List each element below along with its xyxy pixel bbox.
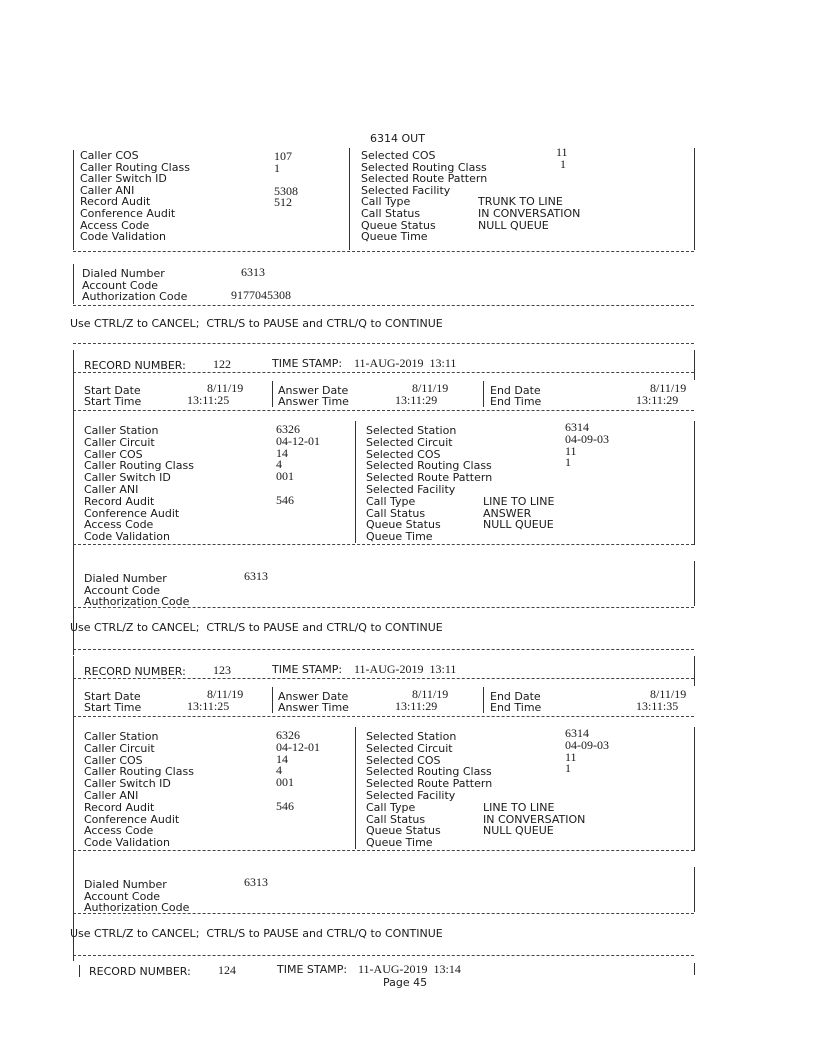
timestamp: 11-AUG-2019 13:11 [354, 662, 457, 676]
field-value: 1 [565, 761, 571, 776]
end-date: 8/11/19 [650, 687, 687, 701]
field-value: 04-09-03 [565, 431, 609, 446]
column-separator [73, 150, 74, 250]
start-date-label: Start Date [84, 690, 141, 703]
field-value: IN CONVERSATION [478, 207, 581, 220]
field-value: 11 [556, 145, 568, 159]
field-label: Call Type [361, 195, 411, 209]
divider-line [73, 716, 694, 717]
field-value: 1 [274, 160, 280, 175]
timestamp: 11-AUG-2019 13:11 [354, 356, 457, 370]
timestamp-label: TIME STAMP: [272, 663, 343, 676]
field-label: Caller Circuit [84, 741, 155, 755]
field-label: Caller COS [84, 753, 143, 767]
field-value: 04-09-03 [565, 737, 609, 752]
field-label: Account Code [82, 278, 159, 292]
field-value: 14 [276, 751, 288, 766]
field-value: 001 [276, 469, 294, 484]
field-label: Queue Time [361, 230, 428, 244]
field-value: 5308 [274, 183, 298, 198]
field-value: 6314 [565, 420, 589, 434]
field-label: Call Status [366, 812, 426, 826]
field-value: 1 [565, 455, 571, 470]
divider-line [73, 372, 694, 373]
column-separator [694, 656, 695, 686]
field-label: Authorization Code [84, 901, 190, 914]
field-label: Selected COS [366, 447, 441, 461]
field-label: Code Validation [80, 230, 166, 244]
field-label: Call Status [366, 506, 426, 520]
field-label: Caller COS [84, 447, 143, 461]
field-value: 546 [276, 492, 294, 507]
field-label: Record Audit [80, 195, 151, 209]
field-value: 6313 [244, 569, 268, 583]
column-separator [272, 687, 273, 713]
column-separator [355, 727, 356, 849]
field-value: NULL QUEUE [483, 518, 554, 532]
field-value: NULL QUEUE [478, 218, 549, 232]
field-label: Caller Switch ID [80, 172, 167, 186]
divider-line [73, 955, 694, 956]
field-label: Selected Routing Class [366, 765, 492, 779]
page-number: Page 45 [383, 976, 428, 989]
record-number: 124 [218, 963, 236, 977]
column-separator [73, 264, 74, 304]
timestamp-label: TIME STAMP: [277, 963, 348, 976]
field-label: Dialed Number [84, 878, 167, 891]
divider-line [73, 850, 694, 851]
field-label: Selected Facility [361, 183, 451, 197]
field-label: Selected Circuit [366, 435, 453, 449]
field-label: Caller ANI [84, 483, 139, 496]
field-value: ANSWER [483, 506, 532, 520]
field-label: Dialed Number [82, 267, 165, 280]
field-value: 6313 [241, 265, 265, 279]
field-value: NULL QUEUE [483, 824, 554, 838]
field-label: Code Validation [84, 530, 170, 544]
record-number: 122 [213, 357, 231, 371]
field-value: LINE TO LINE [483, 800, 555, 814]
column-separator [694, 867, 695, 912]
column-separator [483, 687, 484, 713]
answer-date-label: Answer Date [278, 384, 349, 397]
field-label: Selected Route Pattern [361, 172, 488, 186]
field-value: 14 [276, 445, 288, 460]
field-label: Caller Routing Class [80, 160, 190, 174]
field-value: TRUNK TO LINE [478, 195, 563, 209]
field-label: Caller ANI [84, 789, 139, 802]
field-label: Queue Status [366, 518, 441, 532]
field-label: Selected Route Pattern [366, 777, 493, 791]
end-date-label: End Date [490, 384, 541, 397]
field-label: Caller COS [80, 149, 139, 162]
field-label: Selected Circuit [366, 741, 453, 755]
answer-time-label: Answer Time [278, 395, 349, 408]
field-label: Caller Station [84, 424, 159, 437]
column-separator [73, 656, 74, 961]
field-label: Caller ANI [80, 183, 135, 197]
divider-line [73, 305, 694, 306]
field-label: Caller Switch ID [84, 471, 171, 485]
end-date: 8/11/19 [650, 381, 687, 395]
field-label: Conference Audit [80, 207, 176, 220]
field-value: 04-12-01 [276, 433, 320, 448]
timestamp-label: TIME STAMP: [272, 357, 343, 370]
field-label: Queue Time [366, 530, 433, 544]
field-value: 6326 [276, 422, 300, 436]
field-label: Code Validation [84, 836, 170, 850]
field-label: Caller Routing Class [84, 765, 194, 779]
start-date-label: Start Date [84, 384, 141, 397]
field-value: 6326 [276, 728, 300, 742]
field-value: 04-12-01 [276, 739, 320, 754]
column-separator [694, 350, 695, 380]
column-separator [73, 350, 74, 655]
column-separator [694, 421, 695, 545]
end-date-label: End Date [490, 690, 541, 703]
field-label: Call Type [366, 800, 416, 814]
field-value: 107 [274, 149, 292, 163]
field-value: LINE TO LINE [483, 494, 555, 508]
end-time: 13:11:35 [636, 699, 679, 713]
field-value: 1 [560, 156, 566, 171]
field-label: Caller Station [84, 730, 159, 743]
field-label: Access Code [84, 824, 154, 838]
field-label: Selected COS [366, 753, 441, 767]
field-label: Selected Station [366, 424, 457, 437]
timestamp: 11-AUG-2019 13:14 [358, 962, 461, 976]
divider-line [73, 913, 694, 914]
end-time: 13:11:29 [636, 393, 679, 407]
footer-instructions: Use CTRL/Z to CANCEL; CTRL/S to PAUSE and CTRL/Q to CONTINUE [70, 317, 443, 330]
divider-line [73, 251, 694, 252]
start-date: 8/11/19 [207, 381, 244, 395]
footer-instructions: Use CTRL/Z to CANCEL; CTRL/S to PAUSE and CTRL/Q to CONTINUE [70, 927, 443, 940]
field-label: Account Code [84, 583, 161, 597]
divider-line [73, 343, 694, 344]
record-number-label: RECORD NUMBER: [84, 665, 186, 678]
column-separator [79, 965, 80, 977]
field-value: 11 [565, 443, 577, 458]
field-value: 9177045308 [231, 288, 291, 302]
field-label: Authorization Code [84, 595, 190, 608]
field-label: Call Type [366, 494, 416, 508]
start-time-label: Start Time [84, 701, 142, 714]
divider-line [73, 410, 694, 411]
column-separator [272, 381, 273, 407]
field-label: Selected Routing Class [361, 160, 487, 174]
column-separator [355, 421, 356, 543]
field-label: Queue Status [366, 824, 441, 838]
field-label: Record Audit [84, 800, 155, 814]
footer-instructions: Use CTRL/Z to CANCEL; CTRL/S to PAUSE and CTRL/Q to CONTINUE [70, 621, 443, 634]
field-value: 4 [276, 457, 282, 472]
field-value: 11 [565, 749, 577, 764]
field-label: Call Status [361, 207, 421, 220]
field-label: Selected Facility [366, 789, 456, 802]
end-time-label: End Time [490, 701, 542, 714]
field-value: 512 [274, 195, 292, 210]
field-label: Queue Status [361, 218, 436, 232]
record-number-label: RECORD NUMBER: [84, 359, 186, 372]
start-date: 8/11/19 [207, 687, 244, 701]
field-label: Selected Facility [366, 483, 456, 496]
field-label: Access Code [84, 518, 154, 532]
divider-line [73, 544, 694, 545]
field-label: Conference Audit [84, 812, 180, 826]
field-value: 6313 [244, 875, 268, 889]
answer-time-label: Answer Time [278, 701, 349, 714]
field-label: Account Code [84, 889, 161, 903]
field-label: Access Code [80, 218, 150, 232]
column-separator [694, 963, 695, 975]
start-time: 13:11:25 [187, 393, 230, 407]
field-label: Dialed Number [84, 572, 167, 585]
divider-line [73, 649, 694, 650]
column-separator [694, 561, 695, 606]
column-separator [349, 148, 350, 250]
field-label: Caller Switch ID [84, 777, 171, 791]
field-label: Caller Routing Class [84, 459, 194, 473]
field-label: Selected Route Pattern [366, 471, 493, 485]
divider-line [73, 607, 694, 608]
end-time-label: End Time [490, 395, 542, 408]
field-value: 546 [276, 798, 294, 813]
start-time: 13:11:25 [187, 699, 230, 713]
field-value: IN CONVERSATION [483, 812, 586, 826]
answer-date: 8/11/19 [412, 687, 449, 701]
field-value: 001 [276, 775, 294, 790]
record-number-label: RECORD NUMBER: [89, 965, 191, 978]
field-label: Selected COS [361, 149, 436, 162]
answer-date: 8/11/19 [412, 381, 449, 395]
column-separator [483, 381, 484, 407]
field-label: Caller Circuit [84, 435, 155, 449]
column-separator [694, 727, 695, 851]
field-label: Selected Station [366, 730, 457, 743]
field-label: Authorization Code [82, 290, 188, 303]
field-label: Conference Audit [84, 506, 180, 520]
answer-date-label: Answer Date [278, 690, 349, 703]
answer-time: 13:11:29 [395, 393, 438, 407]
start-time-label: Start Time [84, 395, 142, 408]
field-value: 4 [276, 763, 282, 778]
header-note: 6314 OUT [370, 132, 425, 145]
column-separator [694, 148, 695, 250]
divider-line [73, 678, 694, 679]
field-label: Selected Routing Class [366, 459, 492, 473]
field-label: Record Audit [84, 494, 155, 508]
field-label: Queue Time [366, 836, 433, 850]
record-number: 123 [213, 663, 231, 677]
answer-time: 13:11:29 [395, 699, 438, 713]
field-value: 6314 [565, 726, 589, 740]
